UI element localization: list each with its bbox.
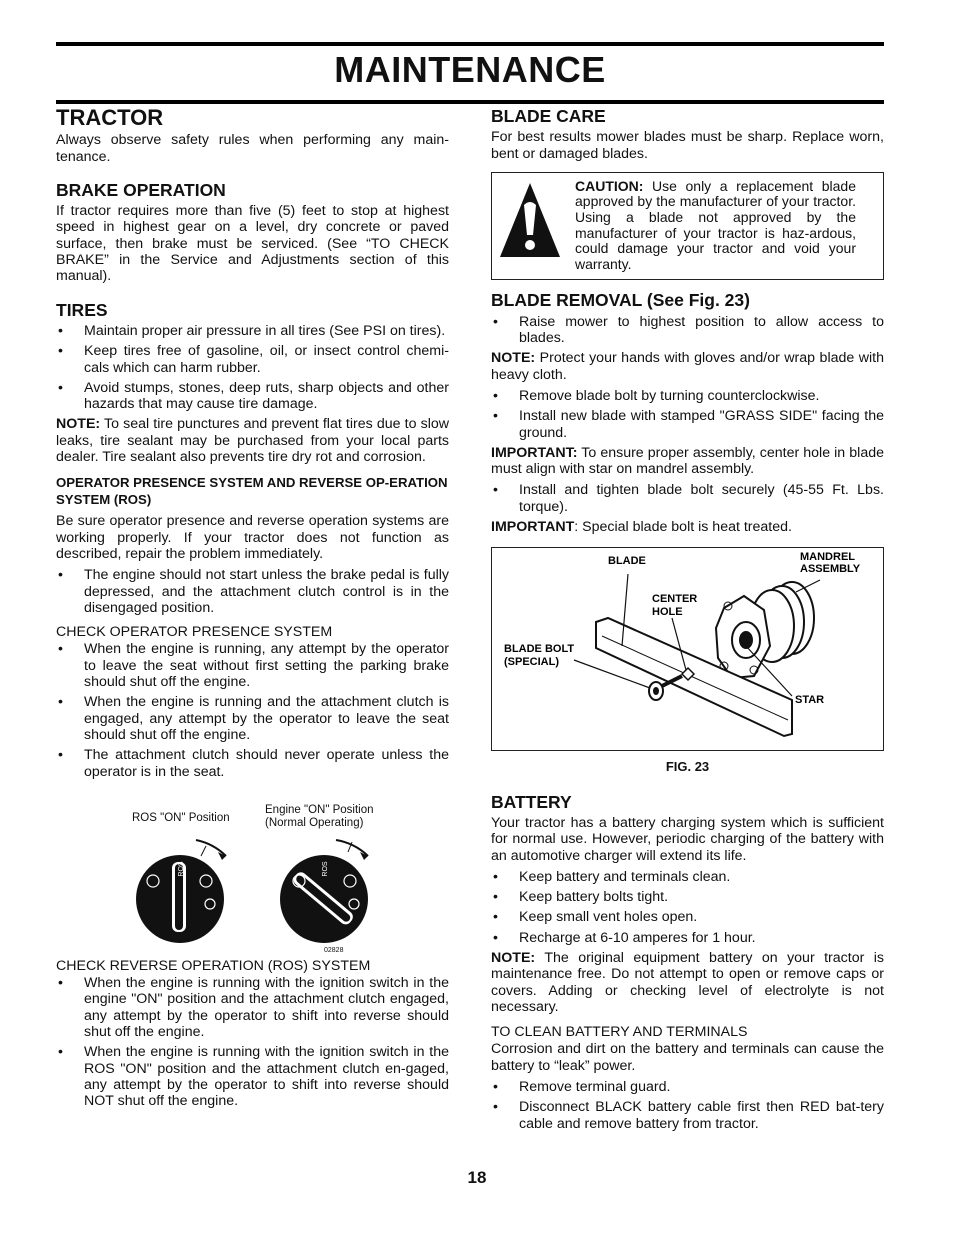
important-label: IMPORTANT [491, 519, 575, 536]
page-number: 18 [467, 1168, 487, 1187]
battery-heading: BATTERY [491, 791, 572, 812]
note-text: The original equipment battery on your tractor is maintenance free. Do not attempt to open or remove caps or covers. Adding or checking level of electrolyte is not necessary. [491, 949, 884, 1015]
list-item: • When the engine is running with the ignition switch in the ROS "ON" position and the attachment clutch en-gaged, any attempt by the operator to shift into reverse should NOT shut off the engine. [56, 1044, 449, 1109]
blade-assembly-diagram [492, 548, 885, 750]
caution-box [491, 172, 884, 281]
removal-list-3 [491, 482, 884, 515]
label-bolt-2: (SPECIAL) [504, 656, 559, 669]
check-ops-heading: CHECK OPERATOR PRESENCE SYSTEM [56, 624, 333, 641]
ignition-switch-diagram [56, 784, 449, 954]
engine-on-switch-icon [280, 840, 368, 943]
list-item: • Keep battery bolts tight. [491, 889, 884, 905]
check-ops-list [56, 641, 449, 779]
list-item: • Maintain proper air pressure in all tires (See PSI on tires). [56, 323, 449, 339]
check-ros-list [56, 975, 449, 1109]
battery-list [491, 869, 884, 946]
engine-on-text: Engine "ON" Position [265, 803, 374, 816]
label-blade: BLADE [608, 555, 646, 568]
blade-care-text: For best results mower blades must be sharp. Replace worn, bent or damaged blades. [491, 129, 884, 162]
ops-list [56, 567, 449, 616]
left-column [56, 105, 449, 1113]
brake-text: If tractor requires more than five (5) feet to stop at highest speed in highest gear on a level, dry concrete or paved surface, then brake must be serviced. (See “TO CHECK BRAKE” in the Service and Adjustments section of this manual). [56, 203, 449, 285]
list-item: • The engine should not start unless the brake pedal is fully depressed, and the attachment clutch control is in the disengaged position. [56, 567, 449, 616]
list-item: • Avoid stumps, stones, deep ruts, sharp objects and other hazards that may cause tire damage. [56, 380, 449, 413]
removal-note [491, 350, 884, 383]
ops-text: Be sure operator presence and reverse operation systems are working properly. If your tractor does not function as described, repair the problem immediately. [56, 513, 449, 562]
list-item: • Remove terminal guard. [491, 1079, 884, 1095]
blade-removal-heading: BLADE REMOVAL (See Fig. 23) [491, 290, 750, 311]
part-number: 02828 [324, 946, 344, 954]
important-text: To ensure proper assembly, center hole in blade must align with star on mandrel assembly. [491, 444, 884, 478]
list-item: • Install and tighten blade bolt securely (45-55 Ft. Lbs. torque). [491, 482, 884, 515]
ros-on-label: ROS "ON" Position [132, 811, 230, 824]
clean-heading: TO CLEAN BATTERY AND TERMINALS [491, 1024, 748, 1041]
note-label: NOTE: [491, 949, 536, 966]
caution-label: CAUTION: [575, 177, 644, 194]
list-item: • When the engine is running and the attachment clutch is engaged, any attempt by the operator to leave the seat should shut off the engine. [56, 694, 449, 743]
caution-body: Use only a replacement blade approved by the manufacturer of your tractor. Using a blade not approved by the manufacturer of your tractor is haz-ardous, could damage your tractor and void your warranty. [575, 177, 856, 272]
important-text: : Special blade bolt is heat treated. [574, 519, 792, 536]
brake-heading: BRAKE OPERATION [56, 179, 226, 200]
page-title: MAINTENANCE [334, 49, 606, 90]
right-column [491, 108, 884, 1136]
note-label: NOTE: [56, 416, 101, 433]
list-item: • The attachment clutch should never operate unless the operator is in the seat. [56, 747, 449, 780]
ops-heading: OPERATOR PRESENCE SYSTEM AND REVERSE OP-ERATION SYSTEM (ROS) [56, 475, 448, 508]
label-center-2: HOLE [652, 606, 683, 619]
list-item: • Recharge at 6-10 amperes for 1 hour. [491, 930, 884, 946]
battery-text: Your tractor has a battery charging system which is sufficient for normal use. However, periodic charging of the battery with an automotive charger will extend its life. [491, 814, 884, 864]
tires-note [56, 416, 449, 465]
note-label: NOTE: [491, 350, 536, 367]
tires-list [56, 323, 449, 412]
tires-heading: TIRES [56, 299, 108, 320]
mandrel-icon [716, 582, 814, 678]
label-mandrel-1: MANDREL [800, 551, 855, 564]
list-item: • Keep battery and terminals clean. [491, 869, 884, 885]
clean-list [491, 1079, 884, 1132]
svg-text:ROS: ROS [322, 861, 329, 877]
important-2 [491, 519, 884, 535]
label-center-1: CENTER [652, 593, 698, 606]
note-text: To seal tire punctures and prevent flat tires due to slow leaks, tire sealant may be purchased from your local parts dealer. Tire sealant also prevents tire dry rot and corrosion. [56, 416, 449, 466]
ros-on-switch-icon [136, 840, 226, 943]
top-rule [56, 42, 884, 46]
svg-text:ROS: ROS [178, 861, 185, 877]
ros-figure [56, 784, 449, 954]
battery-note [491, 950, 884, 1015]
list-item: • Install new blade with stamped "GRASS SIDE" facing the ground. [491, 408, 884, 441]
blade-care-heading: BLADE CARE [491, 106, 606, 126]
label-mandrel-2: ASSEMBLY [800, 563, 861, 576]
removal-list-1 [491, 314, 884, 347]
engine-on-sub: (Normal Operating) [265, 816, 364, 829]
check-ros-heading: CHECK REVERSE OPERATION (ROS) SYSTEM [56, 957, 371, 974]
list-item: • Remove blade bolt by turning counterclockwise. [491, 388, 884, 404]
list-item: • Keep small vent holes open. [491, 909, 884, 925]
warning-icon [498, 177, 562, 261]
label-star: STAR [795, 694, 825, 707]
note-text: Protect your hands with gloves and/or wrap blade with heavy cloth. [491, 350, 884, 383]
list-item: • Keep tires free of gasoline, oil, or insect control chemi-cals which can harm rubber. [56, 343, 449, 376]
figure-23 [491, 547, 884, 751]
title-rule [56, 100, 884, 104]
figure-caption: FIG. 23 [665, 759, 710, 775]
tractor-intro: Always observe safety rules when performing any main-tenance. [56, 132, 449, 165]
important-1 [491, 445, 884, 478]
tractor-heading: TRACTOR [56, 105, 164, 130]
important-label: IMPORTANT: [491, 444, 578, 461]
list-item: • Raise mower to highest position to allow access to blades. [491, 314, 884, 347]
clean-text: Corrosion and dirt on the battery and terminals can cause the battery to “leak” power. [491, 1041, 884, 1074]
label-bolt-1: BLADE BOLT [504, 643, 575, 656]
list-item: • When the engine is running with the ignition switch in the engine "ON" position and the attachment clutch engaged, any attempt by the operator to shift into reverse should shut off the engine. [56, 975, 449, 1040]
removal-list-2 [491, 388, 884, 441]
list-item: • When the engine is running, any attempt by the operator to leave the seat without first setting the parking brake should shut off the engine. [56, 641, 449, 690]
caution-text [575, 179, 856, 273]
list-item: • Disconnect BLACK battery cable first then RED bat-tery cable and remove battery from tractor. [491, 1099, 884, 1132]
